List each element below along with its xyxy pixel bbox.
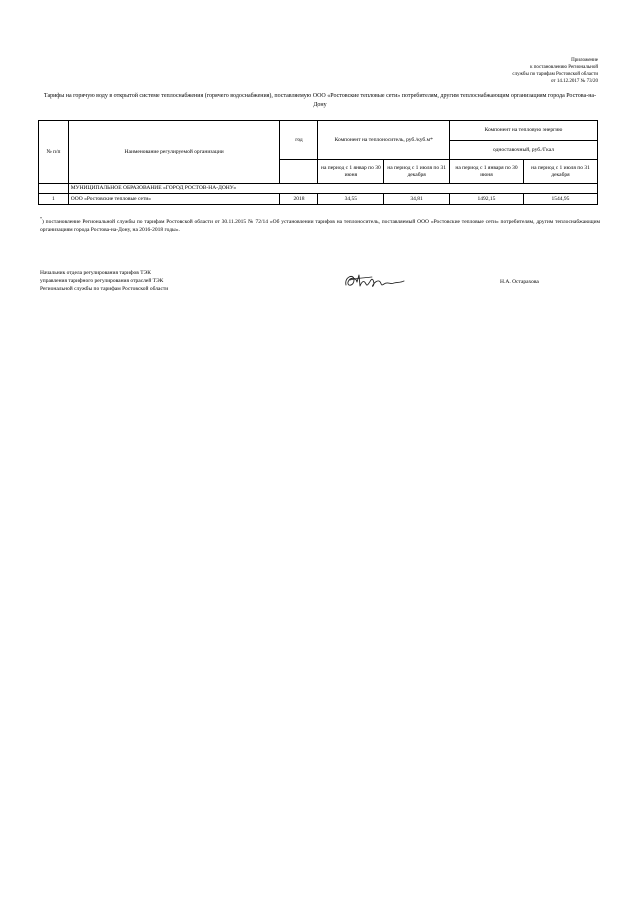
appendix-line-3: службы по тарифам Ростовской области [512, 72, 598, 77]
appendix-note [438, 57, 598, 85]
signer-line-3: Региональной службы по тарифам Ростовской области [40, 286, 169, 292]
appendix-line-2: к постановлению Региональной [530, 65, 598, 70]
header-year-blank [280, 160, 318, 184]
row-carrier-h2: 34,81 [384, 194, 450, 205]
row-carrier-h1: 34,55 [318, 194, 384, 205]
row-org: ООО «Ростовские тепловые сети» [68, 194, 280, 205]
table-header-row [39, 121, 598, 141]
header-period: на период с 1 январ по 30 июня [318, 160, 384, 184]
tariff-table [38, 120, 598, 205]
signer-line-2: управления тарифного регулирования отраслей ТЭК [40, 278, 164, 284]
table-row [39, 194, 598, 205]
header-energy-sub: одноставочный, руб./Гкал [450, 141, 598, 160]
row-energy-h1: 1492,15 [450, 194, 524, 205]
header-period: на период с 1 июля по 31 декабря [384, 160, 450, 184]
section-blank [39, 184, 69, 194]
appendix-line-4: от 14.12.2017 № 73/20 [550, 79, 598, 84]
signer-line-1: Начальник отдела регулирования тарифов ТЭК [40, 270, 151, 276]
document-title: Тарифы на горячую воду в открытой системе теплоснабжения (горячего водоснабжения), поставляемую ООО «Ростовские тепловые сети» потребителям, другим теплоснабжающим организациям города Ростова-на-Дону [43, 93, 597, 108]
section-row [39, 184, 598, 194]
header-energy: Компонент на тепловую энергию [450, 121, 598, 141]
header-period: на период с 1 января по 30 июня [450, 160, 524, 184]
footnote-marker: * [40, 216, 42, 221]
row-num: 1 [39, 194, 69, 205]
signer-name: Н.А. Остарахова [500, 279, 539, 285]
handwritten-signature [342, 271, 406, 293]
section-title: МУНИЦИПАЛЬНОЕ ОБРАЗОВАНИЕ «ГОРОД РОСТОВ-НА-ДОНУ» [68, 184, 597, 194]
header-num: № п/п [39, 121, 69, 184]
footnote [40, 215, 600, 234]
header-period: на период с 1 июля по 31 декабря [523, 160, 597, 184]
header-year: год [280, 121, 318, 160]
row-energy-h2: 1544,95 [523, 194, 597, 205]
signer-position [40, 269, 260, 293]
header-carrier: Компонент на теплоноситель, руб./куб.м* [318, 121, 450, 160]
row-year: 2018 [280, 194, 318, 205]
appendix-line-1: Приложение [571, 58, 598, 63]
header-org: Наименование регулируемой организации [68, 121, 280, 184]
footnote-text: ) постановление Региональной службы по тарифам Ростовской области от 30.11.2015 № 72/14 «Об установлении тарифов на теплоноситель, поставляемый ООО «Ростовские тепловые сети» потребителям, другим теплоснабжающим организациям города Ростова-на-Дону, на 2016-2018 годы». [40, 218, 600, 233]
